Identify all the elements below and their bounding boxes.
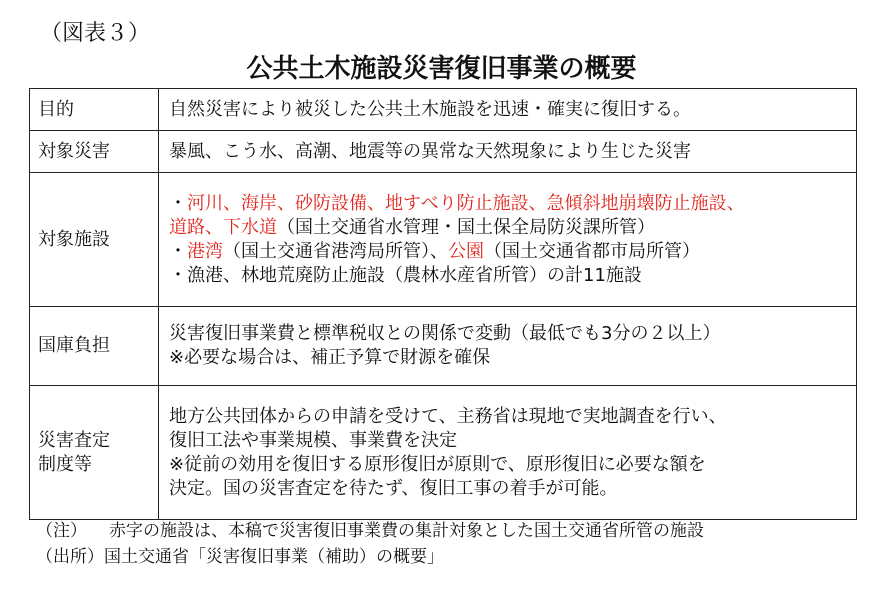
table-row-national-burden <box>30 307 857 386</box>
footnotes <box>36 518 704 570</box>
row-label-purpose <box>30 89 159 131</box>
text-segment: （国土交通省港湾局所管）、 <box>223 240 448 262</box>
content-line <box>169 346 852 370</box>
row-label-target-disaster <box>30 131 159 173</box>
content-line <box>169 98 852 122</box>
content-line <box>169 264 852 288</box>
row-label-line: 災害査定 <box>38 429 110 451</box>
content-line <box>169 405 852 429</box>
text-segment: ・ <box>169 240 187 262</box>
row-label-line: 国庫負担 <box>38 335 110 356</box>
text-segment: ・漁港、林地荒廃防止施設（農林水産省所管）の計11施設 <box>169 264 642 286</box>
content-line <box>169 240 852 264</box>
text-segment: 自然災害により被災した公共土木施設を迅速・確実に復旧する。 <box>169 98 691 120</box>
row-content-national-burden <box>159 307 857 386</box>
row-label-assessment-system <box>30 386 159 520</box>
figure-label: （図表３） <box>40 21 151 46</box>
text-segment: 暴風、こう水、高潮、地震等の異常な天然現象により生じた災害 <box>169 140 691 162</box>
table-row-target-facilities <box>30 173 857 307</box>
text-segment: 地方公共団体からの申請を受けて、主務省は現地で実地調査を行い、 <box>169 405 727 427</box>
row-content-target-disaster <box>159 131 857 173</box>
text-segment: ※必要な場合は、補正予算で財源を確保 <box>169 347 491 368</box>
content-line <box>169 453 852 477</box>
content-line <box>169 192 852 216</box>
text-segment: ・ <box>169 192 187 214</box>
text-segment: （国土交通省都市局所管） <box>484 240 700 262</box>
red-text-segment: 公園 <box>448 240 484 262</box>
red-text-segment: 道路、下水道 <box>169 216 277 238</box>
row-label-national-burden <box>30 307 159 386</box>
content-line <box>169 322 852 346</box>
row-content-assessment-system <box>159 386 857 520</box>
text-segment: （国土交通省水管理・国土保全局防災課所管） <box>277 216 655 238</box>
table-row-assessment-system <box>30 386 857 520</box>
footnote-source: （出所）国土交通省「災害復旧事業（補助）の概要」 <box>36 547 444 567</box>
content-line <box>169 140 852 164</box>
footnote-note <box>36 518 704 544</box>
row-label-line: 制度等 <box>38 453 92 475</box>
text-segment: 復旧工法や事業規模、事業費を決定 <box>169 429 457 451</box>
text-segment: ※従前の効用を復旧する原形復旧が原則で、原形復旧に必要な額を <box>169 453 706 475</box>
red-text-segment: 河川、海岸、砂防設備、地すべり防止施設、急傾斜地崩壊防止施設、 <box>187 192 745 214</box>
page-title: 公共土木施設災害復旧事業の概要 <box>246 54 637 84</box>
red-text-segment: 港湾 <box>187 240 223 262</box>
table-row-purpose <box>30 89 857 131</box>
table-row-target-disaster <box>30 131 857 173</box>
row-label-line: 対象施設 <box>38 228 110 250</box>
text-segment: 災害復旧事業費と標準税収との関係で変動（最低でも3分の２以上） <box>169 323 721 344</box>
content-line <box>169 477 852 501</box>
row-label-line: 対象災害 <box>38 140 110 162</box>
row-content-target-facilities <box>159 173 857 307</box>
summary-table <box>29 88 857 520</box>
content-line <box>169 216 852 240</box>
note-text: 赤字の施設は、本稿で災害復旧事業費の集計対象とした国土交通省所管の施設 <box>109 521 704 541</box>
text-segment: 決定。国の災害査定を待たず、復旧工事の着手が可能。 <box>169 477 618 499</box>
note-prefix: （注） <box>36 521 87 541</box>
row-content-purpose <box>159 89 857 131</box>
row-label-line: 目的 <box>38 98 74 120</box>
row-label-target-facilities <box>30 173 159 307</box>
content-line <box>169 429 852 453</box>
